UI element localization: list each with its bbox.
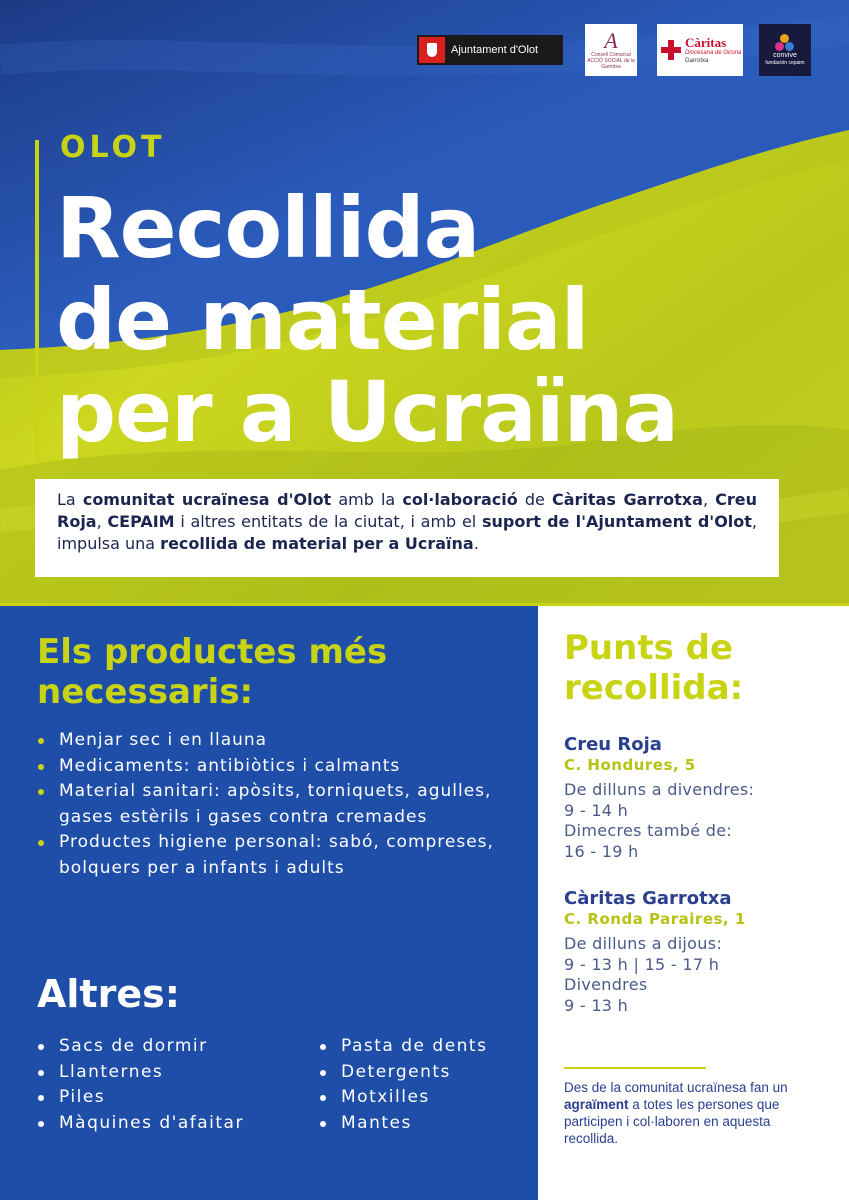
products-heading <box>37 632 387 712</box>
caritas-logo <box>657 24 743 76</box>
title-line: per a Ucraïna <box>56 363 679 461</box>
list-item: Productes higiene personal: sabó, compreses, bolquers per a infants i adults <box>37 830 497 881</box>
intro-bold: CEPAIM <box>107 512 175 531</box>
title-line: Recollida <box>56 179 480 277</box>
thanks-text: a totes les persones que participen i col·laboren en aquesta recollida. <box>564 1097 780 1146</box>
list-item: Pasta de dents <box>319 1034 487 1060</box>
heading-line: Punts de <box>564 628 734 668</box>
point-name: Creu Roja <box>564 734 662 755</box>
list-item: Llanternes <box>37 1060 244 1086</box>
intro-text: , <box>702 490 716 509</box>
thanks-divider <box>564 1067 706 1069</box>
point-address: C. Hondures, 5 <box>564 756 696 774</box>
list-item: Detergents <box>319 1060 487 1086</box>
ajuntament-olot-text: Ajuntament d'Olot <box>451 44 539 56</box>
convive-cepaim-logo <box>759 24 811 76</box>
point-hours: 9 - 13 h <box>564 995 629 1015</box>
heading-line: necessaris: <box>37 672 254 712</box>
title-line: de material <box>56 271 589 369</box>
convive-sub: fundación cepaim <box>765 60 805 66</box>
collection-points-heading <box>564 628 743 708</box>
intro-text: de <box>517 490 552 509</box>
intro-text: , <box>96 512 108 531</box>
point-hours: 16 - 19 h <box>564 841 639 861</box>
others-heading: Altres: <box>37 972 180 1016</box>
point-hours: De dilluns a divendres: <box>564 780 755 799</box>
thanks-text: Des de la comunitat ucraïnesa fan un <box>564 1080 788 1095</box>
collection-point-creu-roja <box>564 734 834 862</box>
list-item: Motxilles <box>319 1085 487 1111</box>
intro-bold: Creu Roja <box>57 490 758 531</box>
list-item: Material sanitari: apòsits, torniquets, agulles, gases estèrils i gases contra cremades <box>37 779 497 830</box>
caritas-sub: Diocesana de Girona <box>685 49 742 56</box>
ajuntament-olot-logo <box>417 35 563 65</box>
thanks-note <box>564 1079 814 1147</box>
intro-text: amb la <box>331 490 403 509</box>
convive-name: convive <box>773 52 797 59</box>
city-kicker: OLOT <box>60 130 166 165</box>
list-item: Piles <box>37 1085 244 1111</box>
thanks-bold: agraïment <box>564 1097 629 1112</box>
products-panel <box>0 606 538 1200</box>
collection-points-panel <box>538 606 849 1200</box>
intro-bold: comunitat ucraïnesa d'Olot <box>82 490 332 509</box>
list-item: Màquines d'afaitar <box>37 1111 244 1137</box>
point-hours: De dilluns a dijous: <box>564 934 723 953</box>
olot-crest-icon <box>419 37 445 63</box>
caritas-name: Càritas <box>685 34 727 50</box>
intro-text: , impulsa una <box>57 512 758 553</box>
intro-text: i altres entitats de la ciutat, i amb el <box>174 512 482 531</box>
accio-social-mark: A <box>604 28 618 53</box>
intro-text: La <box>57 490 83 509</box>
caritas-area: Garrotxa <box>685 57 709 64</box>
needed-products-list <box>37 728 497 881</box>
sponsor-logos <box>417 24 811 78</box>
collection-point-caritas <box>564 888 834 1016</box>
others-list-col2 <box>319 1034 487 1136</box>
accio-social-text: Consell Comarcal ACCIÓ SOCIAL de la Garrotxa <box>587 52 635 70</box>
intro-paragraph <box>35 479 779 577</box>
list-item: Menjar sec i en llauna <box>37 728 497 754</box>
list-item: Sacs de dormir <box>37 1034 244 1060</box>
point-hours: 9 - 13 h | 15 - 17 h <box>564 954 720 974</box>
list-item: Mantes <box>319 1111 487 1137</box>
convive-dots-icon <box>774 34 796 52</box>
point-hours: 9 - 14 h <box>564 800 629 820</box>
point-address: C. Ronda Paraires, 1 <box>564 910 746 928</box>
intro-bold: suport de l'Ajuntament d'Olot <box>481 512 752 531</box>
intro-bold: recollida de material per a Ucraïna <box>160 534 474 553</box>
heading-line: recollida: <box>564 668 744 708</box>
intro-text: . <box>473 534 479 553</box>
point-hours: Divendres <box>564 975 648 994</box>
intro-bold: Càritas Garrotxa <box>551 490 703 509</box>
page-title <box>56 179 679 461</box>
list-item: Medicaments: antibiòtics i calmants <box>37 754 497 780</box>
caritas-cross-icon <box>661 40 681 60</box>
others-list-col1 <box>37 1034 244 1136</box>
point-name: Càritas Garrotxa <box>564 888 732 909</box>
heading-line: Els productes més <box>37 632 388 672</box>
point-hours: Dimecres també de: <box>564 821 733 840</box>
accio-social-logo <box>585 24 637 76</box>
intro-bold: col·laboració <box>402 490 518 509</box>
accent-bar <box>35 140 39 460</box>
